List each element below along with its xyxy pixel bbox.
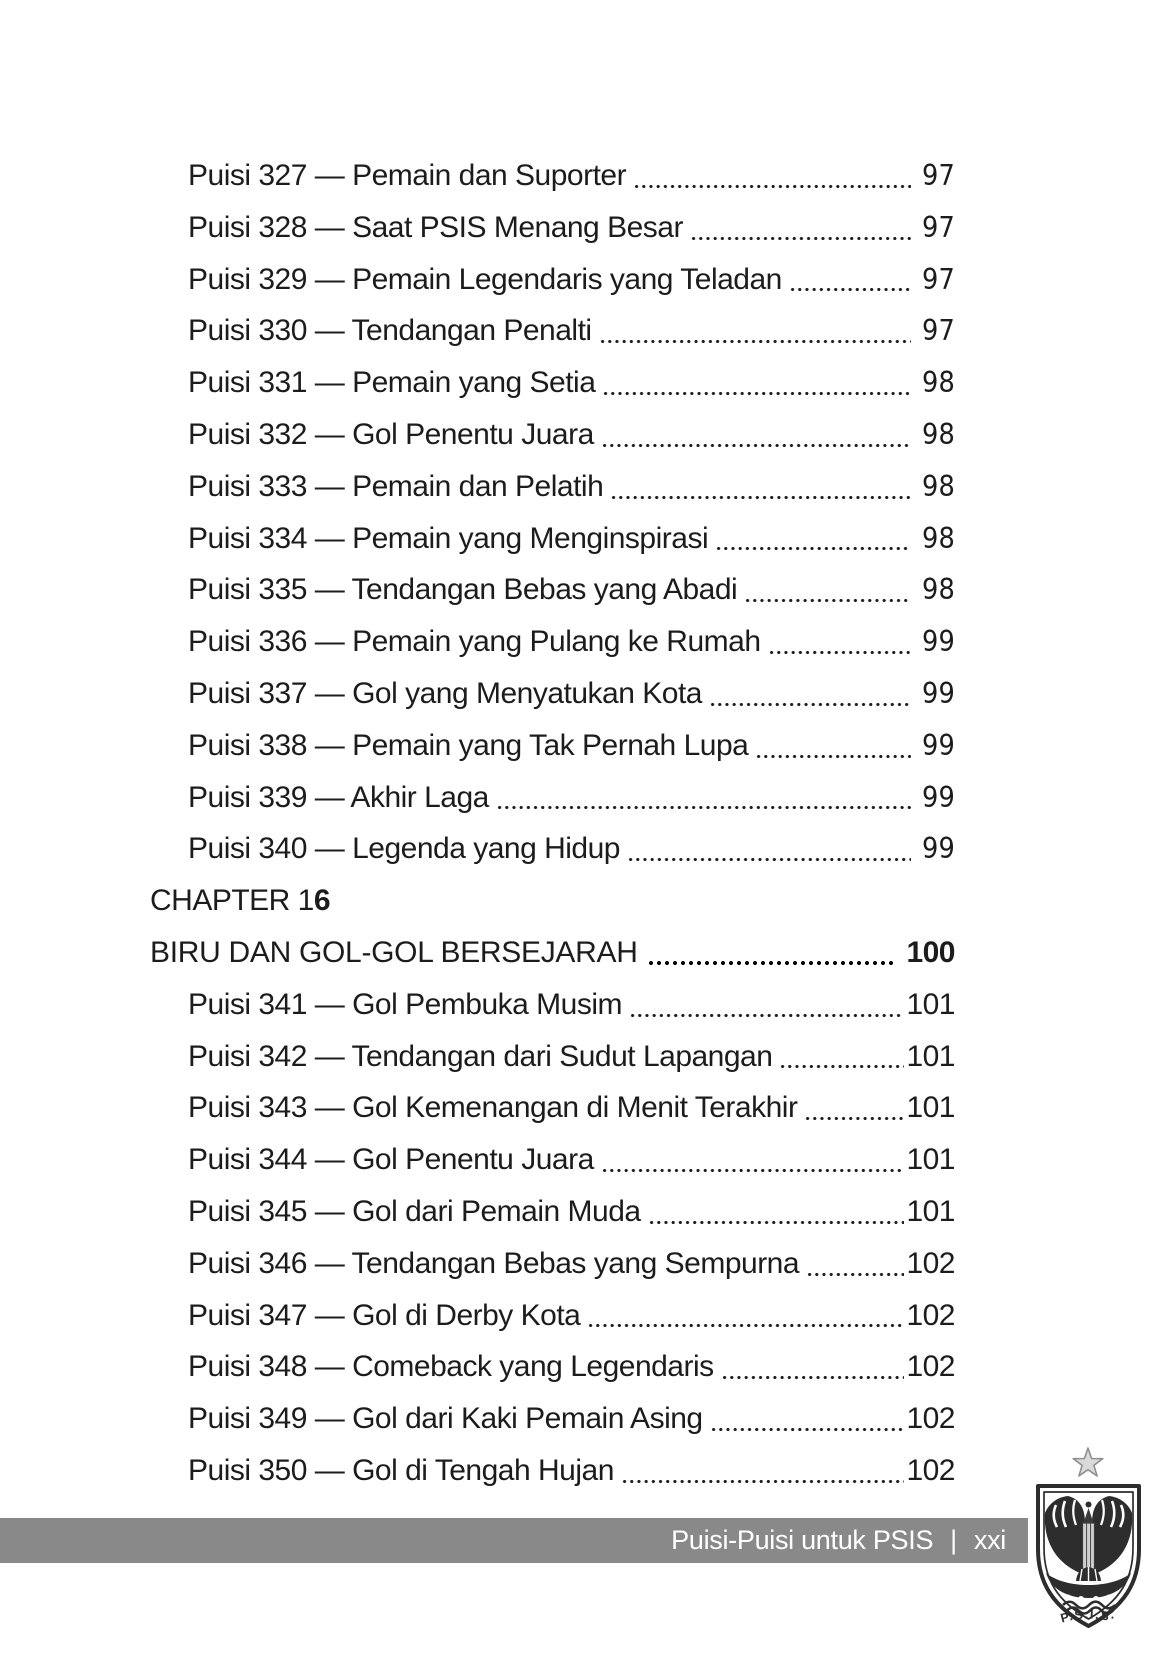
toc-entry-text: Puisi 333 — Pemain dan Pelatih bbox=[188, 469, 604, 503]
toc-entry bbox=[150, 616, 955, 668]
toc-entry-text: Puisi 328 — Saat PSIS Menang Besar bbox=[188, 210, 683, 244]
toc-list bbox=[150, 150, 955, 1497]
toc-entry-text: Puisi 340 — Legenda yang Hidup bbox=[188, 832, 620, 866]
toc-entry bbox=[150, 305, 955, 357]
toc-entry-text: Puisi 345 — Gol dari Pemain Muda bbox=[188, 1194, 641, 1228]
star-icon bbox=[1071, 1447, 1105, 1478]
dot-leader bbox=[621, 1445, 905, 1497]
toc-entry bbox=[150, 1186, 955, 1238]
toc-entry bbox=[150, 823, 955, 875]
toc-entry-page: 102 bbox=[906, 1402, 955, 1436]
footer-separator: | bbox=[950, 1525, 957, 1555]
toc-entry bbox=[150, 1238, 955, 1290]
toc-entry bbox=[150, 1134, 955, 1186]
dot-leader-bold bbox=[647, 927, 897, 979]
toc-entry-page: 97 bbox=[921, 262, 955, 296]
toc-entry-text: Puisi 336 — Pemain yang Pulang ke Rumah bbox=[188, 625, 761, 659]
crest-text: P.S.I.S· bbox=[1059, 1607, 1119, 1626]
toc-entry bbox=[150, 150, 955, 202]
toc-entry bbox=[150, 513, 955, 565]
dot-leader bbox=[715, 513, 911, 565]
toc-entry-text: Puisi 342 — Tendangan dari Sudut Lapangan bbox=[188, 1039, 773, 1073]
toc-entry-text: Puisi 332 — Gol Penentu Juara bbox=[188, 417, 594, 451]
dot-leader bbox=[710, 1393, 905, 1445]
toc-entry-text: Puisi 343 — Gol Kemenangan di Menit Terakhir bbox=[188, 1091, 798, 1125]
toc-entry bbox=[150, 1445, 955, 1497]
toc-entry bbox=[150, 1082, 955, 1134]
toc-entry-page: 97 bbox=[921, 314, 955, 348]
dot-leader bbox=[633, 150, 911, 202]
dot-leader bbox=[755, 720, 911, 772]
toc-entry bbox=[150, 772, 955, 824]
toc-entry-page: 102 bbox=[906, 1453, 955, 1487]
toc-entry bbox=[150, 254, 955, 306]
toc-entry bbox=[150, 409, 955, 461]
toc-chapter-title bbox=[150, 927, 955, 979]
toc-entry-page: 102 bbox=[906, 1350, 955, 1384]
toc-entry-page: 99 bbox=[921, 676, 955, 710]
dot-leader bbox=[806, 1238, 904, 1290]
toc-entry-text: Puisi 350 — Gol di Tengah Hujan bbox=[188, 1453, 614, 1487]
toc-entry bbox=[150, 461, 955, 513]
dot-leader bbox=[721, 1341, 905, 1393]
chapter-title-text: BIRU DAN GOL-GOL BERSEJARAH bbox=[150, 935, 638, 969]
psis-crest bbox=[1032, 1483, 1145, 1631]
chapter-number-bold: 6 bbox=[313, 884, 331, 918]
toc-entry-text: Puisi 327 — Pemain dan Suporter bbox=[188, 159, 627, 192]
toc-entry-page: 101 bbox=[906, 1194, 955, 1228]
toc-entry bbox=[150, 1031, 955, 1083]
toc-entry-page: 101 bbox=[906, 1091, 955, 1125]
toc-entry bbox=[150, 668, 955, 720]
dot-leader bbox=[599, 305, 911, 357]
toc-entry-page: 98 bbox=[921, 469, 955, 503]
toc-entry bbox=[150, 564, 955, 616]
toc-entry-text: Puisi 338 — Pemain yang Tak Pernah Lupa bbox=[188, 728, 749, 762]
toc-entry bbox=[150, 720, 955, 772]
dot-leader bbox=[690, 202, 911, 254]
toc-entry-page: 98 bbox=[921, 366, 955, 400]
toc-entry-page: 98 bbox=[921, 521, 955, 555]
toc-entry-text: Puisi 330 — Tendangan Penalti bbox=[188, 314, 592, 348]
toc-entry-page: 98 bbox=[921, 417, 955, 451]
dot-leader bbox=[804, 1082, 904, 1134]
toc-entry-page: 99 bbox=[921, 780, 955, 814]
toc-entry-text: Puisi 334 — Pemain yang Menginspirasi bbox=[188, 521, 709, 555]
toc-entry bbox=[150, 1290, 955, 1342]
chapter-title-page: 100 bbox=[906, 935, 955, 969]
dot-leader bbox=[610, 461, 911, 513]
toc-entry-text: Puisi 339 — Akhir Laga bbox=[188, 780, 489, 814]
dot-leader bbox=[629, 979, 904, 1031]
toc-entry-page: 97 bbox=[921, 210, 955, 244]
chapter-label-text: CHAPTER 1 bbox=[150, 884, 314, 918]
toc-entry-text: Puisi 349 — Gol dari Kaki Pemain Asing bbox=[188, 1402, 703, 1436]
toc-entry bbox=[150, 202, 955, 254]
toc-entry bbox=[150, 357, 955, 409]
toc-entry-text: Puisi 337 — Gol yang Menyatukan Kota bbox=[188, 676, 702, 710]
toc-chapter-label bbox=[150, 875, 955, 927]
toc-entry-page: 102 bbox=[906, 1246, 955, 1280]
toc-entry-text: Puisi 335 — Tendangan Bebas yang Abadi bbox=[188, 573, 738, 607]
toc-entry bbox=[150, 1393, 955, 1445]
toc-entry-text: Puisi 341 — Gol Pembuka Musim bbox=[188, 987, 623, 1021]
dot-leader bbox=[789, 254, 911, 306]
toc-entry bbox=[150, 1341, 955, 1393]
dot-leader bbox=[602, 357, 911, 409]
toc-entry-text: Puisi 348 — Comeback yang Legendaris bbox=[188, 1350, 714, 1384]
dot-leader bbox=[601, 1134, 905, 1186]
dot-leader bbox=[779, 1031, 904, 1083]
toc-entry-page: 101 bbox=[906, 1039, 955, 1073]
psis-logo bbox=[1032, 1447, 1145, 1647]
toc-entry-page: 99 bbox=[921, 625, 955, 659]
dot-leader bbox=[587, 1290, 904, 1342]
footer-page-number: xxi bbox=[973, 1525, 1006, 1555]
dot-leader bbox=[768, 616, 911, 668]
dot-leader bbox=[496, 772, 911, 824]
dot-leader bbox=[709, 668, 911, 720]
footer-book-title: Puisi-Puisi untuk PSIS bbox=[671, 1525, 934, 1555]
toc-entry-page: 99 bbox=[921, 728, 955, 762]
toc-entry-page: 102 bbox=[906, 1298, 955, 1332]
toc-entry-text: Puisi 346 — Tendangan Bebas yang Sempurna bbox=[188, 1246, 800, 1280]
toc-entry bbox=[150, 979, 955, 1031]
dot-leader bbox=[648, 1186, 905, 1238]
toc-entry-page: 101 bbox=[906, 1143, 955, 1177]
toc-entry-page: 98 bbox=[921, 573, 955, 607]
toc-entry-text: Puisi 344 — Gol Penentu Juara bbox=[188, 1143, 594, 1177]
toc-entry-page: 101 bbox=[906, 987, 955, 1021]
dot-leader bbox=[601, 409, 911, 461]
toc-entry-page: 97 bbox=[921, 159, 955, 192]
toc-entry-text: Puisi 329 — Pemain Legendaris yang Teladan bbox=[188, 262, 782, 296]
dot-leader bbox=[744, 564, 911, 616]
toc-entry-page: 99 bbox=[921, 832, 955, 866]
footer-band bbox=[0, 1518, 1028, 1563]
dot-leader bbox=[627, 823, 911, 875]
toc-entry-text: Puisi 347 — Gol di Derby Kota bbox=[188, 1298, 581, 1332]
toc-entry-text: Puisi 331 — Pemain yang Setia bbox=[188, 366, 596, 400]
